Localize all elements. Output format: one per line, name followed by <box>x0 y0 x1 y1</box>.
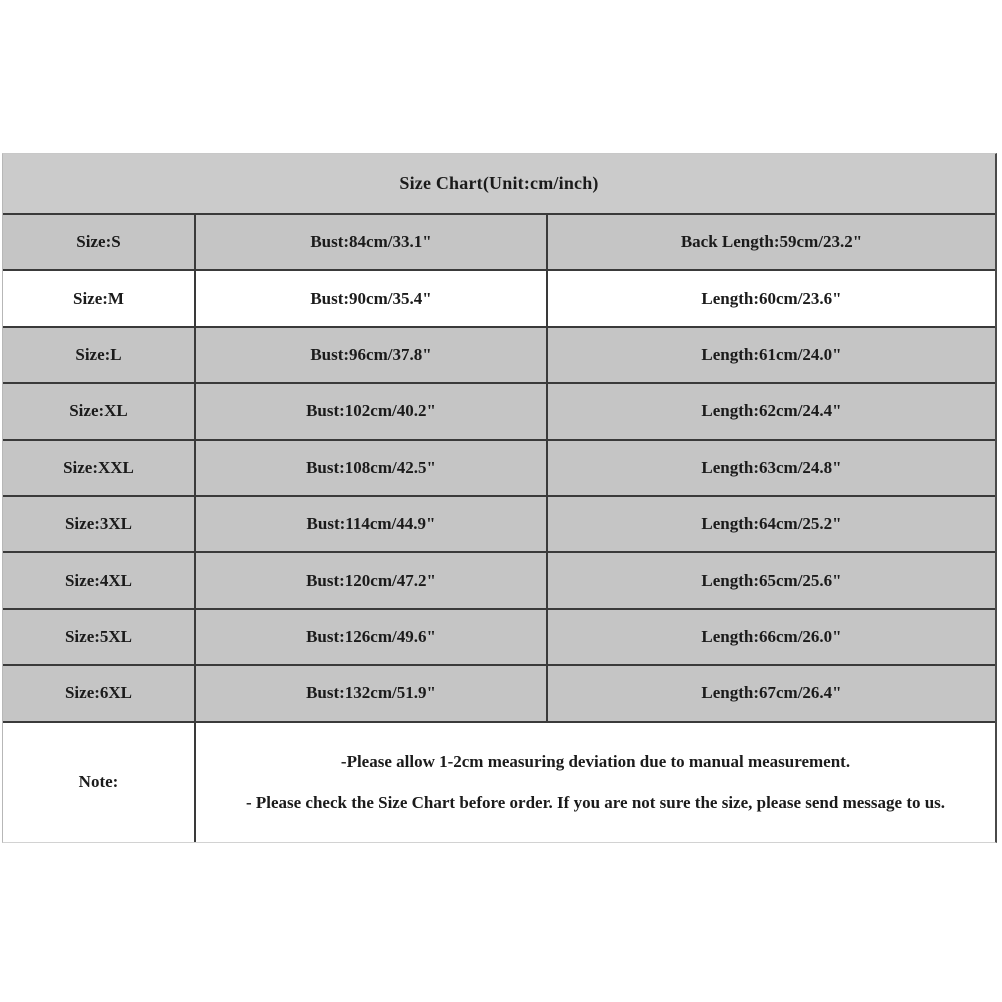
size-cell: Size:S <box>76 232 121 252</box>
bust-cell: Bust:132cm/51.9" <box>194 666 546 720</box>
bust-cell: Bust:96cm/37.8" <box>194 328 546 382</box>
table-row-s <box>3 213 995 269</box>
size-cell: Size:6XL <box>64 683 133 703</box>
length-cell: Length:67cm/26.4" <box>546 666 995 720</box>
size-chart-title: Size Chart(Unit:cm/inch) <box>399 173 599 193</box>
bust-cell: Bust:114cm/44.9" <box>194 497 546 551</box>
size-cell: Size:XXL <box>63 457 134 477</box>
table-row-3xl <box>3 495 995 551</box>
table-row-xxl <box>3 439 995 495</box>
size-cell: Size:XL <box>69 401 128 421</box>
length-cell: Length:66cm/26.0" <box>546 610 995 664</box>
bust-cell: Bust:102cm/40.2" <box>194 384 546 438</box>
bust-cell: Bust:108cm/42.5" <box>194 441 546 495</box>
table-row-l <box>3 326 995 382</box>
size-chart-title-row <box>3 154 995 213</box>
size-cell: Size:3XL <box>64 514 133 534</box>
note-line-2: - Please check the Size Chart before order. If you are not sure the size, please send message to us. <box>245 793 946 813</box>
size-cell: Size:4XL <box>64 570 133 590</box>
note-text <box>194 723 995 842</box>
note-row <box>3 721 995 842</box>
length-cell: Length:64cm/25.2" <box>546 497 995 551</box>
table-row-5xl <box>3 608 995 664</box>
size-cell: Size:M <box>73 288 124 308</box>
table-row-m <box>3 269 995 325</box>
bust-cell: Bust:120cm/47.2" <box>194 553 546 607</box>
table-row-4xl <box>3 551 995 607</box>
note-label: Note: <box>78 772 119 792</box>
length-cell: Length:63cm/24.8" <box>546 441 995 495</box>
length-cell: Length:65cm/25.6" <box>546 553 995 607</box>
size-cell: Size:L <box>75 344 122 364</box>
bust-cell: Bust:90cm/35.4" <box>194 271 546 325</box>
length-cell: Length:61cm/24.0" <box>546 328 995 382</box>
size-chart-table <box>2 153 997 843</box>
length-cell: Length:60cm/23.6" <box>546 271 995 325</box>
bust-cell: Bust:126cm/49.6" <box>194 610 546 664</box>
size-cell: Size:5XL <box>64 626 133 646</box>
length-cell: Length:62cm/24.4" <box>546 384 995 438</box>
length-cell: Back Length:59cm/23.2" <box>546 215 995 269</box>
table-row-6xl <box>3 664 995 720</box>
bust-cell: Bust:84cm/33.1" <box>194 215 546 269</box>
note-line-1: -Please allow 1-2cm measuring deviation due to manual measurement. <box>340 752 851 772</box>
table-row-xl <box>3 382 995 438</box>
